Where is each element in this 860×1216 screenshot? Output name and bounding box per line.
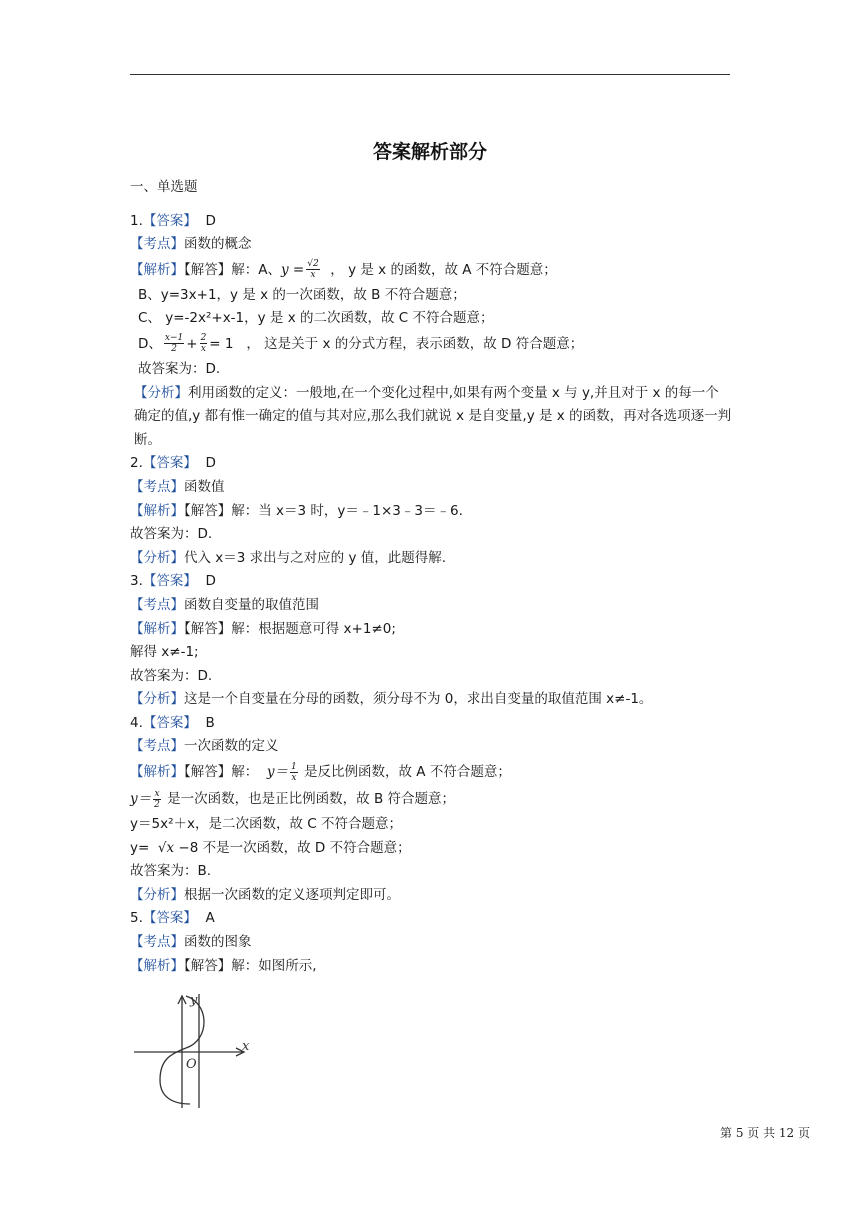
q3-analysis: 【分析】这是一个自变量在分母的函数，须分母不为 0，求出自变量的取值范围 x≠-1。	[130, 691, 653, 708]
q1-knowledge: 函数的概念	[184, 236, 252, 253]
page-title: 答案解析部分	[372, 141, 487, 163]
q4-answer: B	[205, 714, 215, 731]
q4-analysis: 【分析】根据一次函数的定义逐项判定即可。	[130, 886, 400, 903]
q3-conclusion: 故答案为：D.	[130, 667, 213, 684]
q4-conclusion: 故答案为：B.	[130, 863, 212, 880]
y-axis-label: y	[190, 993, 198, 1008]
q3-knowledge-line: 【考点】函数自变量的取值范围	[130, 596, 319, 613]
answer-tag: 【答案】	[142, 212, 197, 229]
q3-solution: 【解析】【解答】解：根据题意可得 x+1≠0;	[130, 620, 396, 637]
q4-answer-line: 4.【答案】 B	[130, 714, 215, 731]
q4-solution-d: y= √x −8 不是一次函数，故 D 不符合题意；	[130, 839, 411, 856]
q1-analysis: 【分析】利用函数的定义：一般地,在一个变化过程中,如果有两个变量 x 与 y,并且对于 x 的每一个确定的值,y 都有惟一确定的值与其对应,那么我们就说 x 是自变量,y 是 x 的函数，再对各选项逐一判断。	[134, 384, 732, 448]
solution-tag: 【解答】	[184, 261, 232, 278]
q4-solution-a: 【解析】【解答】解： y＝ $\frac{1}{x}$ 是反比例函数，故 A 不符合题意；	[130, 761, 511, 783]
q3-answer: D	[205, 573, 216, 590]
origin-label: O	[186, 1057, 197, 1072]
q4-solution-c: y＝5x²＋x，是二次函数，故 C 不符合题意；	[130, 816, 402, 833]
analysis-tag: 【解析】	[130, 261, 184, 278]
knowledge-tag: 【考点】	[130, 236, 184, 253]
q1-answer-line	[130, 210, 732, 234]
q2-knowledge-line: 【考点】函数值	[130, 478, 225, 495]
q1-number: 1.	[130, 212, 143, 229]
q5-answer-line: 5.【答案】 A	[130, 910, 215, 927]
q1-solution-b: B、y=3x+1，y 是 x 的一次函数，故 B 不符合题意；	[138, 286, 466, 303]
q2-solution: 【解析】【解答】解：当 x＝3 时，y＝﹣1×3﹣3＝﹣6.	[130, 502, 463, 519]
q4-b-fraction: $\frac{x}{2}$	[154, 788, 160, 810]
q1-a-y: y =	[281, 261, 305, 278]
q5-knowledge-line: 【考点】函数的图象	[130, 934, 252, 951]
q1-a-fraction: $\frac{√2}{x}$	[307, 259, 319, 281]
q2-analysis: 【分析】代入 x＝3 求出与之对应的 y 值，此题得解.	[130, 549, 447, 566]
reasoning-tag: 【分析】	[134, 384, 188, 401]
q1-answer: D	[205, 212, 216, 229]
q1-d-fraction-1: $\frac{x-1}{2}$	[164, 333, 184, 355]
q1-solution-c: C、 y=-2x²+x-1，y 是 x 的二次函数，故 C 不符合题意；	[138, 310, 494, 327]
q4-solution-b: y＝ $\frac{x}{2}$ 是一次函数，也是正比例函数，故 B 符合题意；	[130, 788, 456, 810]
q4-a-fraction: $\frac{1}{x}$	[290, 761, 297, 783]
q1-solution-a	[130, 257, 732, 284]
q1-a-prefix: 解：A、	[231, 261, 281, 278]
q5-solution: 【解析】【解答】解：如图所示,	[130, 957, 317, 974]
q2-answer-line: 2.【答案】 D	[130, 455, 216, 472]
q3-solution-2: 解得 x≠-1;	[130, 644, 199, 661]
q5-answer: A	[205, 910, 215, 927]
answer-content	[130, 176, 732, 978]
q2-conclusion: 故答案为：D.	[130, 526, 213, 543]
header-rule	[130, 74, 730, 75]
section-heading: 一、单选题	[130, 179, 198, 195]
q1-knowledge-line	[130, 233, 732, 257]
q1-conclusion: 故答案为：D.	[138, 360, 221, 377]
x-axis-label: x	[242, 1039, 250, 1054]
q1-d-fraction-2: $\frac{2}{x}$	[200, 333, 207, 355]
q1-a-text: ， y 是 x 的函数，故 A 不符合题意；	[330, 261, 557, 278]
q1-solution-d: D、 $\frac{x-1}{2}$ + $\frac{2}{x}$ = 1 ， 这是关于 x 的分式方程，表示函数，故 D 符合题意；	[138, 333, 584, 355]
q5-graph-figure	[130, 990, 254, 1112]
q2-answer: D	[205, 455, 216, 472]
q4-knowledge-line: 【考点】一次函数的定义	[130, 738, 279, 755]
q3-answer-line: 3.【答案】 D	[130, 573, 216, 590]
page-footer: 第 5 页 共 12 页	[720, 1126, 810, 1140]
